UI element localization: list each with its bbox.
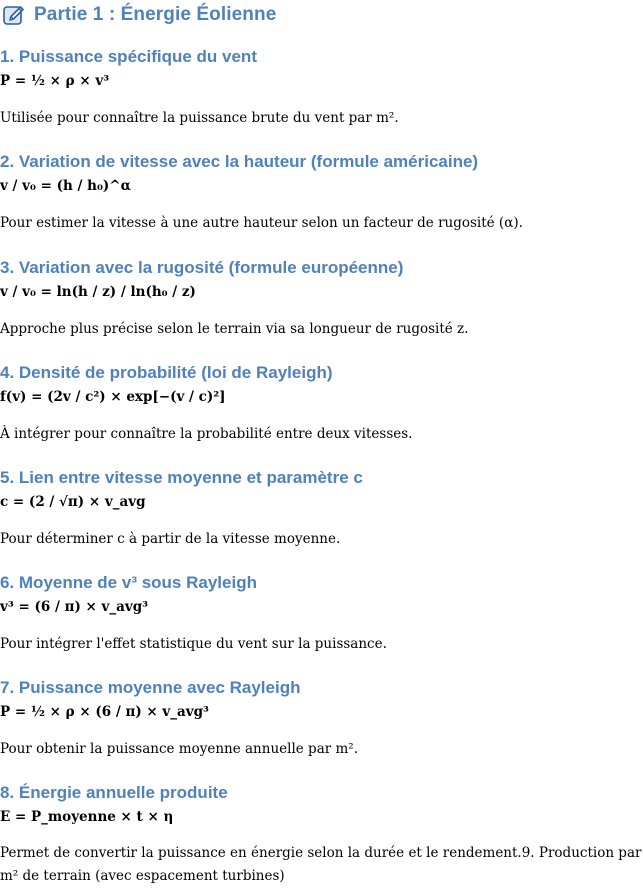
page-title: Partie 1 : Énergie Éolienne: [34, 4, 277, 25]
section-description: Utilisée pour connaître la puissance brute du vent par m².: [0, 110, 399, 126]
section-8: [0, 782, 643, 888]
section-description: Pour estimer la vitesse à une autre hauteur selon un facteur de rugosité (α).: [0, 215, 523, 231]
section-description: Pour intégrer l'effet statistique du vent sur la puissance.: [0, 636, 387, 652]
section-formula: f(v) = (2v / c²) × exp[−(v / c)²]: [0, 389, 226, 405]
section-7: [0, 677, 643, 761]
section-description: À intégrer pour connaître la probabilité entre deux vitesses.: [0, 426, 413, 442]
section-description: Pour déterminer c à partir de la vitesse moyenne.: [0, 531, 341, 547]
section-formula: E = P_moyenne × t × η: [0, 809, 174, 825]
section-formula: c = (2 / √π) × v_avg: [0, 494, 146, 510]
section-formula: P = ½ × ρ × v³: [0, 73, 110, 89]
section-6: [0, 572, 643, 656]
section-formula: v / v₀ = (h / h₀)^α: [0, 178, 131, 194]
section-1: [0, 46, 643, 130]
pencil-note-icon: [2, 3, 26, 27]
section-description: Pour obtenir la puissance moyenne annuelle par m².: [0, 741, 358, 757]
section-heading: 7. Puissance moyenne avec Rayleigh: [0, 678, 301, 697]
section-4: [0, 362, 643, 446]
section-5: [0, 467, 643, 551]
section-heading: 5. Lien entre vitesse moyenne et paramètre c: [0, 468, 363, 487]
section-3: [0, 257, 643, 341]
title-row: [2, 2, 276, 28]
section-heading: 1. Puissance spécifique du vent: [0, 47, 257, 66]
section-formula: v³ = (6 / π) × v_avg³: [0, 599, 149, 615]
section-heading: 8. Énergie annuelle produite: [0, 783, 228, 802]
section-heading: 3. Variation avec la rugosité (formule européenne): [0, 258, 404, 277]
section-2: [0, 151, 643, 235]
section-formula: v / v₀ = ln(h / z) / ln(h₀ / z): [0, 284, 196, 300]
section-heading: 4. Densité de probabilité (loi de Rayleigh): [0, 363, 333, 382]
section-description: Permet de convertir la puissance en énergie selon la durée et le rendement.9. Production par m² de terrain (avec espacement turbines): [0, 845, 642, 884]
section-heading: 2. Variation de vitesse avec la hauteur (formule américaine): [0, 152, 479, 171]
section-description: Approche plus précise selon le terrain via sa longueur de rugosité z.: [0, 321, 469, 337]
section-formula: P = ½ × ρ × (6 / π) × v_avg³: [0, 704, 209, 720]
section-heading: 6. Moyenne de v³ sous Rayleigh: [0, 573, 257, 592]
